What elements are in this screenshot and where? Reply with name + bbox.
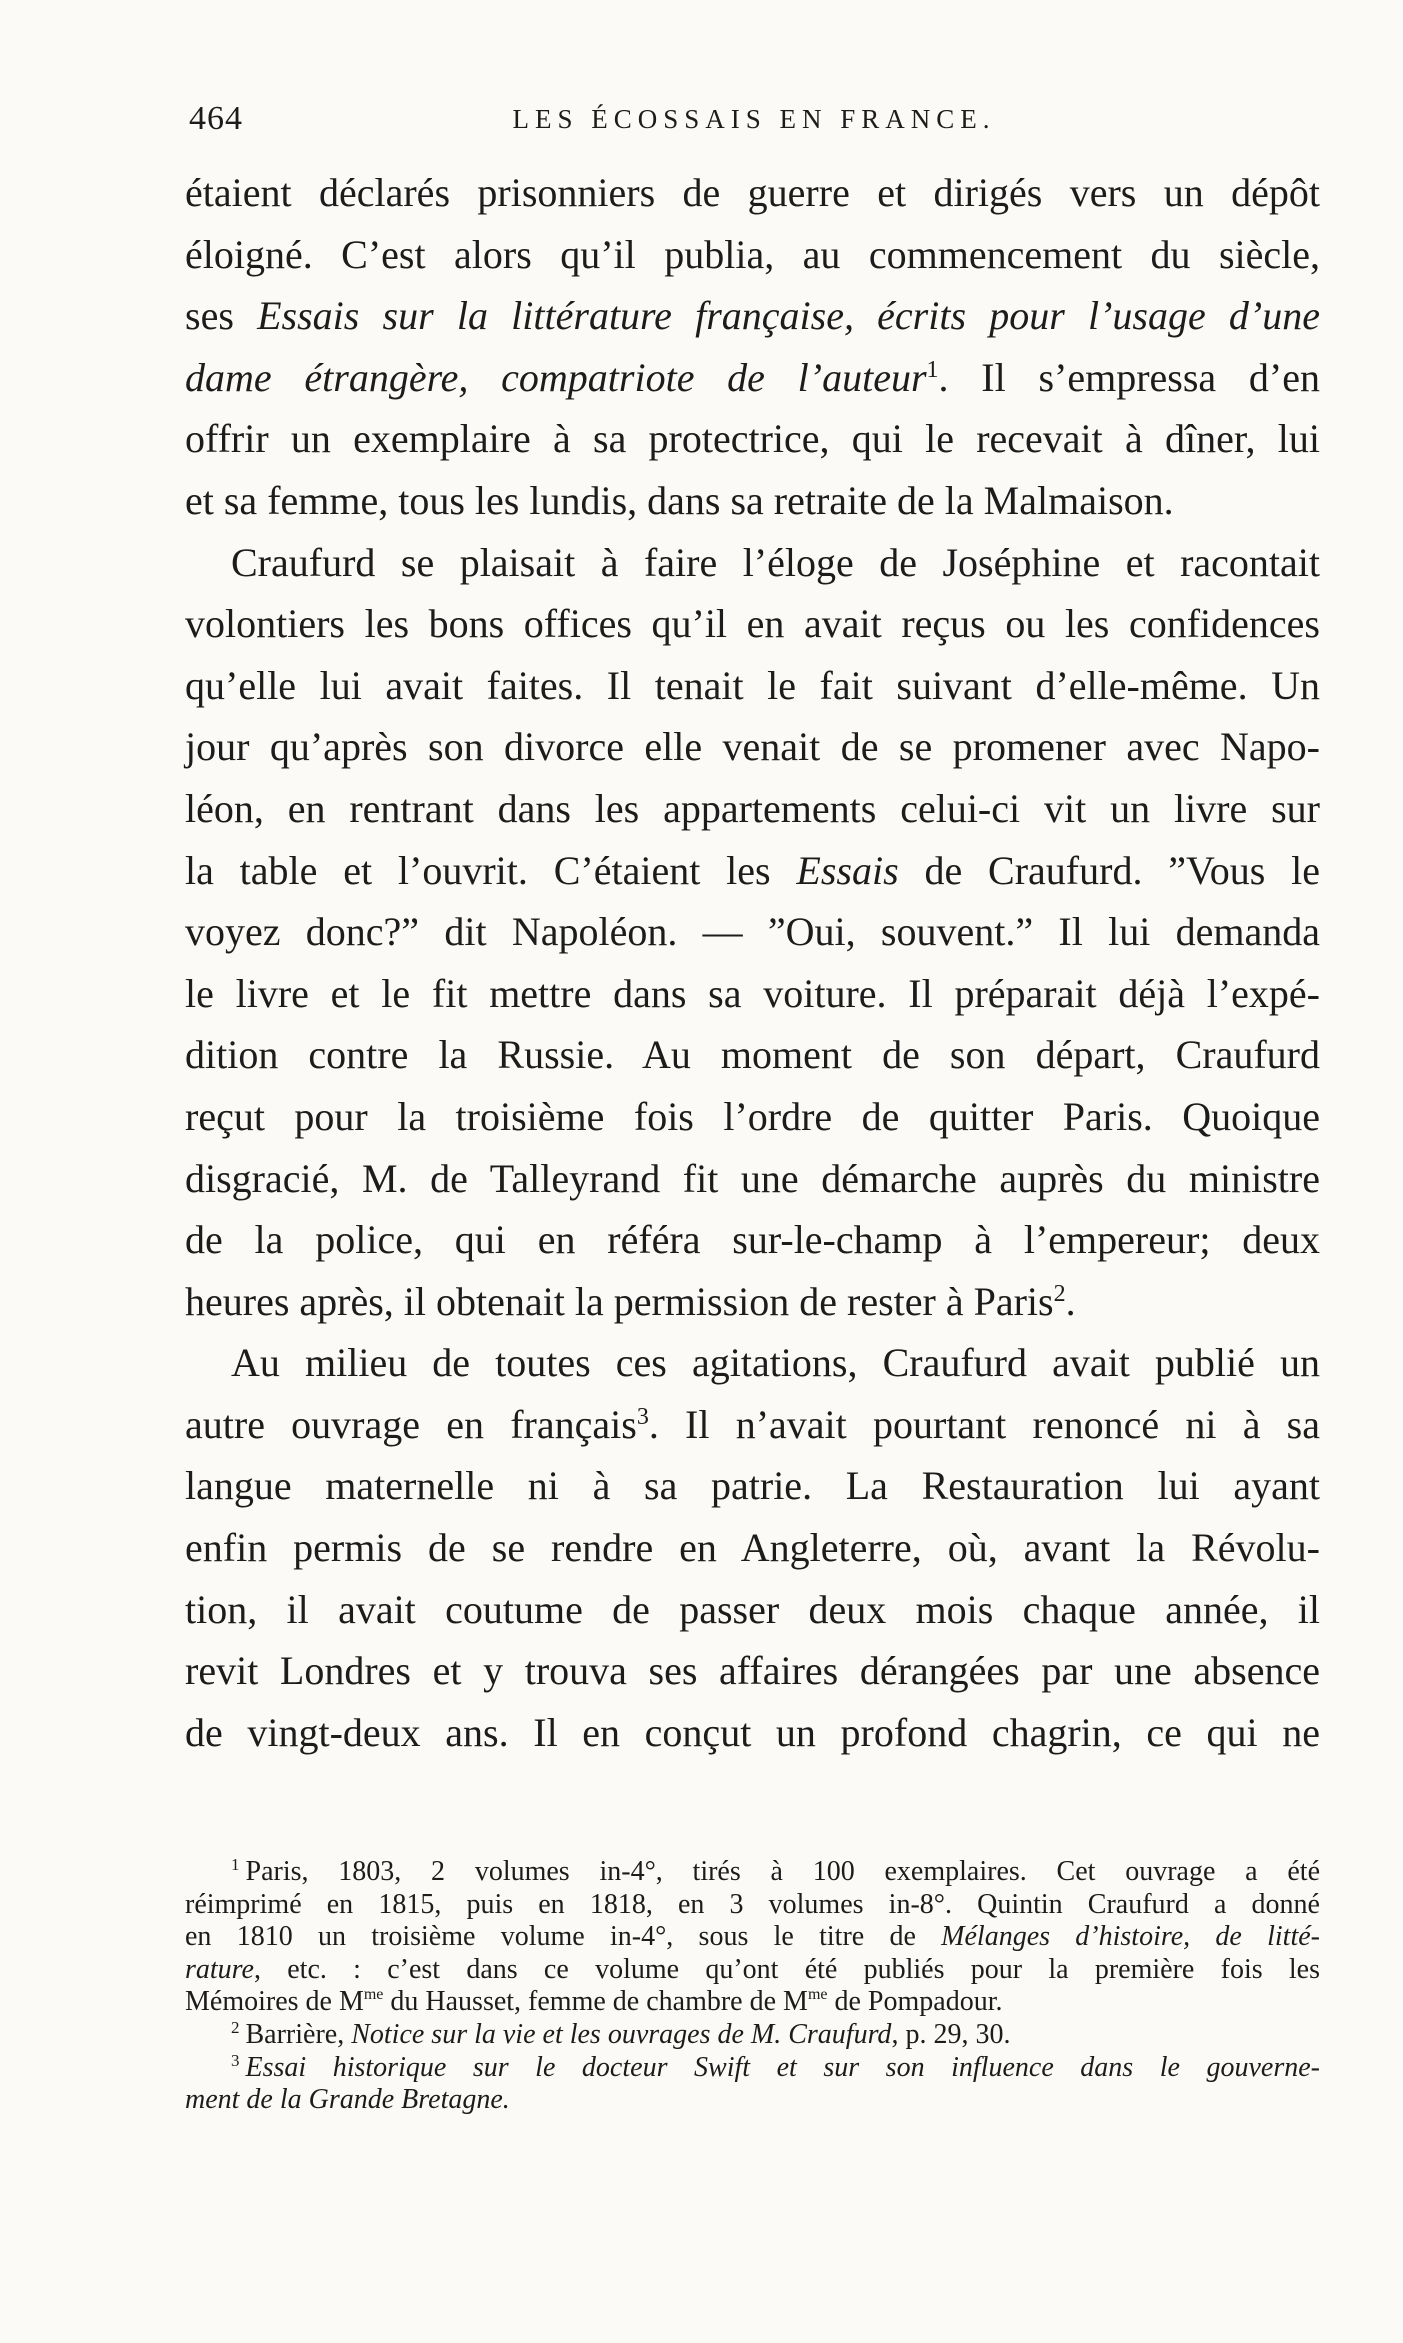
footnote-line: Mémoires de $M^{me}$ du Hausset, femme de chambre de $M^{me}$ de Pompadour. bbox=[185, 1986, 1003, 2018]
text-line: voyez donc?” dit Napoléon. — ”Oui, souvent.” Il lui demanda bbox=[185, 909, 1320, 955]
main-text bbox=[185, 162, 1320, 1763]
page-number: 464 bbox=[189, 100, 243, 137]
book-title-italic: dame étrangère, compatriote de l’auteur bbox=[185, 354, 927, 400]
text-line: ses Essais sur la littérature française, écrits pour l’usage d’une bbox=[185, 293, 1321, 339]
text-line: offrir un exemplaire à sa protectrice, qui le recevait à dîner, lui bbox=[185, 416, 1320, 462]
footnote-line: en 1810 un troisième volume in-4°, sous le titre de Mélanges d’histoire, de litté- bbox=[185, 1921, 1320, 1953]
page-header bbox=[189, 100, 1319, 144]
text-line: étaient déclarés prisonniers de guerre et dirigés vers un dépôt bbox=[185, 170, 1320, 215]
footnote-line: ment de la Grande Bretagne. bbox=[185, 2084, 510, 2116]
text-line: heures après, il obtenait la permission de rester à Paris$^2$. bbox=[185, 1278, 1076, 1324]
footnote-marker: 1 bbox=[231, 1855, 240, 1874]
text-line: disgracié, M. de Talleyrand fit une démarche auprès du ministre bbox=[185, 1155, 1320, 1201]
footnote-1: $^1$ Paris, 1803, 2 volumes in-4°, tirés à 100 exemplaires. Cet ouvrage a été bbox=[231, 1855, 1320, 1887]
text-line: jour qu’après son divorce elle venait de se promener avec Napo- bbox=[185, 724, 1320, 770]
footnote-marker: 2 bbox=[231, 2017, 240, 2037]
footnote-line: rature, etc. : c’est dans ce volume qu’ont été publiés pour la première fois les bbox=[185, 1953, 1320, 1985]
text-line: la table et l’ouvrit. C’étaient les Essais de Craufurd. ”Vous le bbox=[185, 847, 1320, 893]
text-line: tion, il avait coutume de passer deux mois chaque année, il bbox=[185, 1586, 1320, 1632]
footnote-ref-3[interactable]: 3 bbox=[636, 1403, 649, 1430]
text-line: autre ouvrage en français$^3$. Il n’avait pourtant renoncé ni à sa bbox=[185, 1401, 1321, 1447]
footnote-ref-1[interactable]: 1 bbox=[926, 356, 939, 383]
book-title-italic: Essais bbox=[796, 847, 899, 893]
text-line: Craufurd se plaisait à faire l’éloge de Joséphine et racontait bbox=[231, 539, 1320, 585]
text-line: enfin permis de se rendre en Angleterre, où, avant la Révolu- bbox=[185, 1525, 1320, 1571]
text-line: reçut pour la troisième fois l’ordre de quitter Paris. Quoique bbox=[185, 1093, 1320, 1139]
footnote-line: réimprimé en 1815, puis en 1818, en 3 volumes in-8°. Quintin Craufurd a donné bbox=[185, 1888, 1320, 1920]
footnote-3: $^3$ Essai historique sur le docteur Swift et sur son influence dans le gouverne- bbox=[231, 2050, 1320, 2083]
text-line: léon, en rentrant dans les appartements celui-ci vit un livre sur bbox=[185, 785, 1320, 831]
footnotes bbox=[185, 1856, 1320, 2117]
text-line: et sa femme, tous les lundis, dans sa retraite de la Malmaison. bbox=[185, 477, 1174, 523]
text-line: de la police, qui en référa sur-le-champ à l’empereur; deux bbox=[185, 1217, 1320, 1263]
running-title: LES ÉCOSSAIS EN FRANCE. bbox=[512, 104, 996, 134]
text-line: langue maternelle ni à sa patrie. La Restauration lui ayant bbox=[185, 1463, 1320, 1509]
book-title-italic: Essais sur la littérature française, écrits pour l’usage d’une bbox=[257, 293, 1321, 339]
text-line: le livre et le fit mettre dans sa voiture. Il préparait déjà l’expé- bbox=[185, 970, 1320, 1016]
text-line: dame étrangère, compatriote de l’auteur$^1$. Il s’empressa d’en bbox=[185, 354, 1320, 400]
text-line: qu’elle lui avait faites. Il tenait le fait suivant d’elle-même. Un bbox=[185, 662, 1320, 708]
text-line: dition contre la Russie. Au moment de son départ, Craufurd bbox=[185, 1032, 1320, 1078]
footnote-marker: 3 bbox=[231, 2050, 240, 2070]
text-line: de vingt-deux ans. Il en conçut un profond chagrin, ce qui ne bbox=[185, 1709, 1320, 1755]
text-line: revit Londres et y trouva ses affaires dérangées par une absence bbox=[185, 1648, 1320, 1694]
text-line: éloigné. C’est alors qu’il publia, au commencement du siècle, bbox=[185, 231, 1320, 277]
footnote-2: $^2$ Barrière, Notice sur la vie et les ouvrages de M. Craufurd, p. 29, 30. bbox=[231, 2017, 1011, 2050]
footnote-ref-2[interactable]: 2 bbox=[1053, 1280, 1066, 1307]
text-line: Au milieu de toutes ces agitations, Craufurd avait publié un bbox=[231, 1340, 1320, 1386]
text-line: volontiers les bons offices qu’il en avait reçus ou les confidences bbox=[185, 601, 1320, 647]
